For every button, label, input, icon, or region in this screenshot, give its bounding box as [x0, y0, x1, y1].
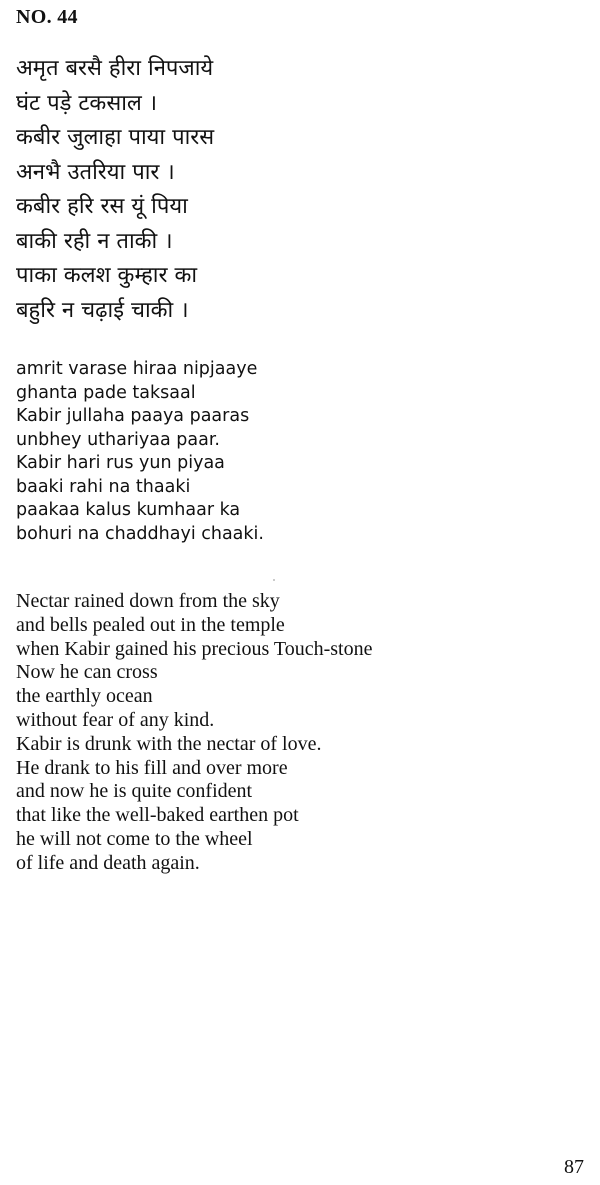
english-line: He drank to his fill and over more: [16, 756, 288, 779]
transliteration-line: amrit varase hiraa nipjaaye: [16, 359, 258, 379]
english-line: Kabir is drunk with the nectar of love.: [16, 732, 322, 755]
hindi-line: कबीर जुलाहा पाया पारस: [16, 125, 215, 150]
transliteration-line: Kabir hari rus yun piyaa: [16, 453, 225, 473]
english-line: he will not come to the wheel: [16, 827, 253, 850]
english-translation: [16, 590, 372, 876]
page-heading: NO. 44: [16, 6, 78, 28]
page-number: 87: [564, 1156, 584, 1178]
english-line: Nectar rained down from the sky: [16, 590, 280, 612]
transliteration-line: baaki rahi na thaaki: [16, 476, 191, 497]
english-line: Now he can cross: [16, 661, 158, 684]
hindi-line: बाकी रही न ताकी ।: [16, 228, 173, 254]
transliteration-verse: [16, 358, 264, 546]
hindi-verse: [16, 52, 214, 328]
hindi-line: पाका कलश कुम्हार का: [16, 263, 198, 288]
english-line: and now he is quite confident: [16, 780, 253, 803]
english-line: that like the well-baked earthen pot: [16, 804, 299, 827]
transliteration-line: Kabir jullaha paaya paaras: [16, 406, 250, 426]
hindi-line: अनभै उतरिया पार ।: [16, 159, 175, 185]
english-line: when Kabir gained his precious Touch-stone: [16, 637, 373, 660]
english-line: without fear of any kind.: [16, 708, 215, 731]
english-line: the earthly ocean: [16, 685, 153, 708]
transliteration-line: unbhey uthariyaa paar.: [16, 429, 220, 450]
hindi-line: घंट पड़े टकसाल ।: [16, 90, 158, 116]
print-speck: [273, 579, 275, 581]
hindi-line: बहुरि न चढ़ाई चाकी ।: [16, 297, 189, 323]
transliteration-line: ghanta pade taksaal: [16, 382, 196, 403]
hindi-line: कबीर हरि रस यूं पिया: [16, 194, 188, 219]
english-line: and bells pealed out in the temple: [16, 613, 285, 636]
english-line: of life and death again.: [16, 851, 200, 874]
transliteration-line: paakaa kalus kumhaar ka: [16, 500, 241, 520]
transliteration-line: bohuri na chaddhayi chaaki.: [16, 523, 264, 544]
hindi-line: अमृत बरसै हीरा निपजाये: [16, 56, 214, 81]
